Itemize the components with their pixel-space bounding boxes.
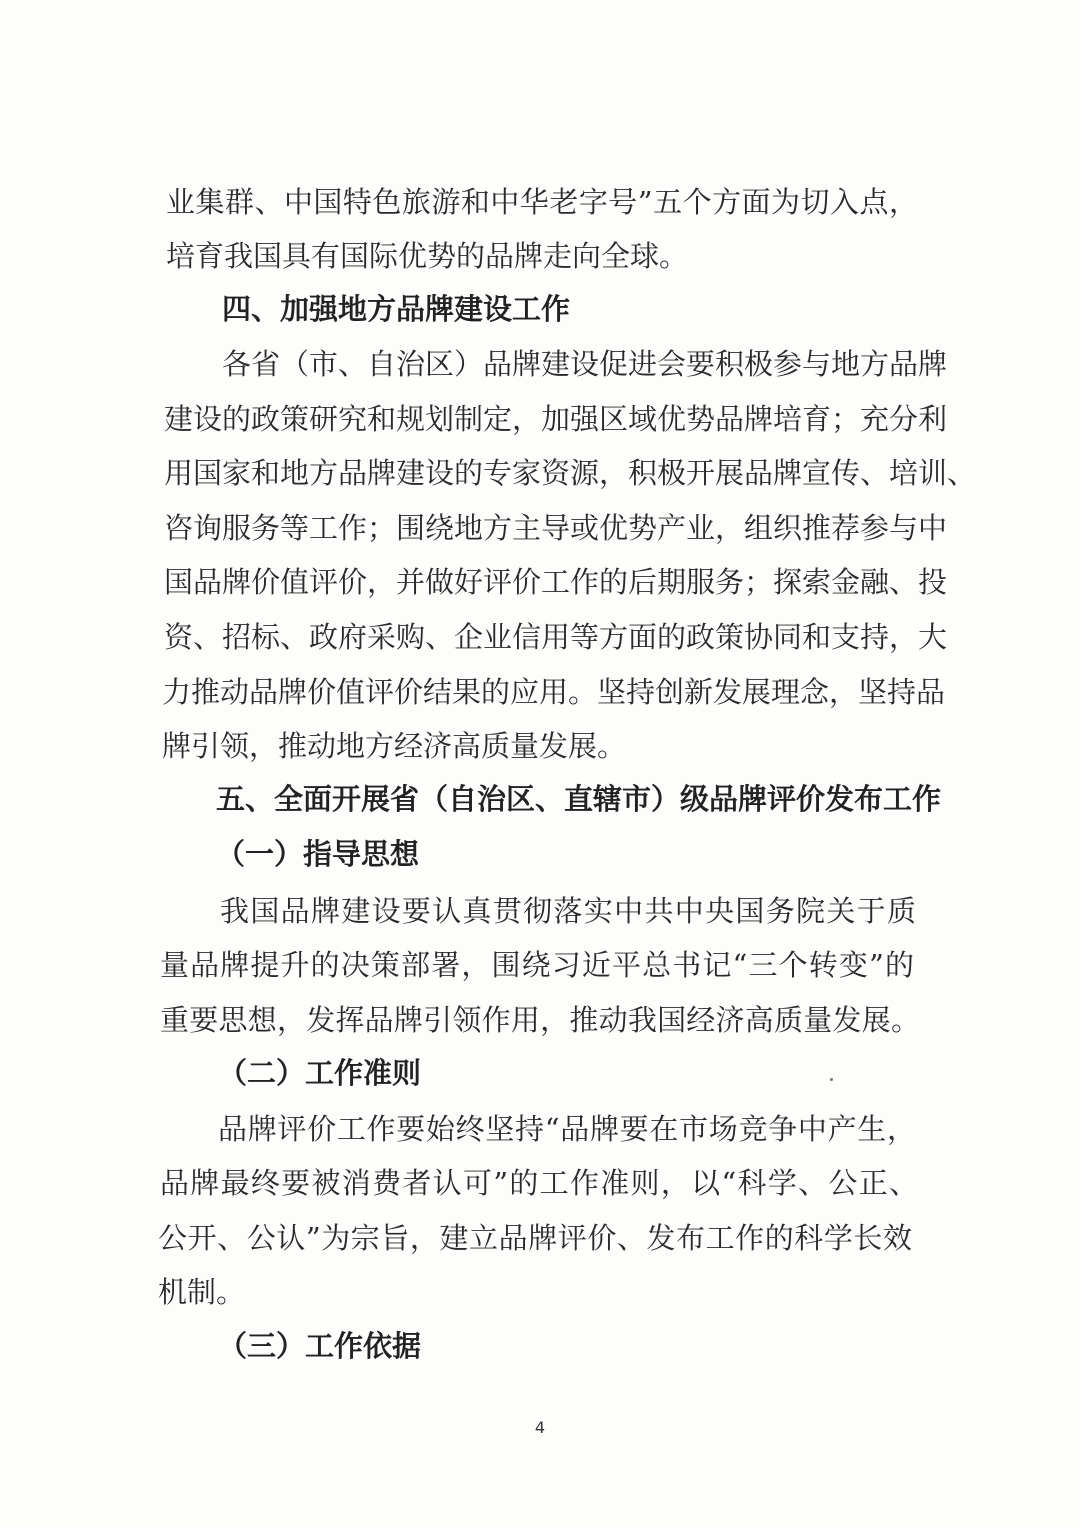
body-text-line: 公开、公认”为宗旨，建立品牌评价、发布工作的科学长效 — [158, 1221, 912, 1255]
body-text-line: 重要思想，发挥品牌引领作用，推动我国经济高质量发展。 — [160, 1003, 920, 1037]
page-number: 4 — [534, 1418, 546, 1437]
body-text-line: 机制。 — [158, 1275, 246, 1309]
body-text-line: 品牌评价工作要始终坚持“品牌要在市场竞争中产生， — [218, 1112, 916, 1146]
body-text-line: 资、招标、政府采购、企业信用等方面的政策协同和支持，大 — [164, 620, 948, 654]
body-text-line: 咨询服务等工作；围绕地方主导或优势产业，组织推荐参与中 — [164, 511, 948, 545]
body-text-line: 我国品牌建设要认真贯彻落实中共中央国务院关于质 — [220, 894, 916, 928]
body-text-line: 力推动品牌价值评价结果的应用。坚持创新发展理念，坚持品 — [162, 675, 946, 709]
subsection-heading-3: （三）工作依据 — [218, 1329, 422, 1363]
scan-speck — [830, 1078, 833, 1081]
body-text-line: 培育我国具有国际优势的品牌走向全球。 — [166, 239, 689, 273]
body-text-line: 用国家和地方品牌建设的专家资源，积极开展品牌宣传、培训、 — [164, 456, 977, 490]
body-text-line: 量品牌提升的决策部署，围绕习近平总书记“三个转变”的 — [160, 948, 914, 982]
body-text-line: 品牌最终要被消费者认可”的工作准则，以“科学、公正、 — [160, 1166, 918, 1200]
subsection-heading-2: （二）工作准则 — [218, 1056, 422, 1090]
body-text-line: 国品牌价值评价，并做好评价工作的后期服务；探索金融、投 — [164, 565, 948, 599]
body-text-line: 各省（市、自治区）品牌建设促进会要积极参与地方品牌 — [222, 347, 948, 381]
body-text-line: 建设的政策研究和规划制定，加强区域优势品牌培育；充分利 — [164, 402, 948, 436]
body-text-line: 牌引领，推动地方经济高质量发展。 — [162, 729, 627, 763]
section-heading-5: 五、全面开展省（自治区、直辖市）级品牌评价发布工作 — [216, 782, 942, 816]
body-text-line: 业集群、中国特色旅游和中华老字号”五个方面为切入点， — [166, 185, 918, 219]
section-heading-4: 四、加强地方品牌建设工作 — [222, 292, 571, 326]
subsection-heading-1: （一）指导思想 — [216, 837, 420, 871]
